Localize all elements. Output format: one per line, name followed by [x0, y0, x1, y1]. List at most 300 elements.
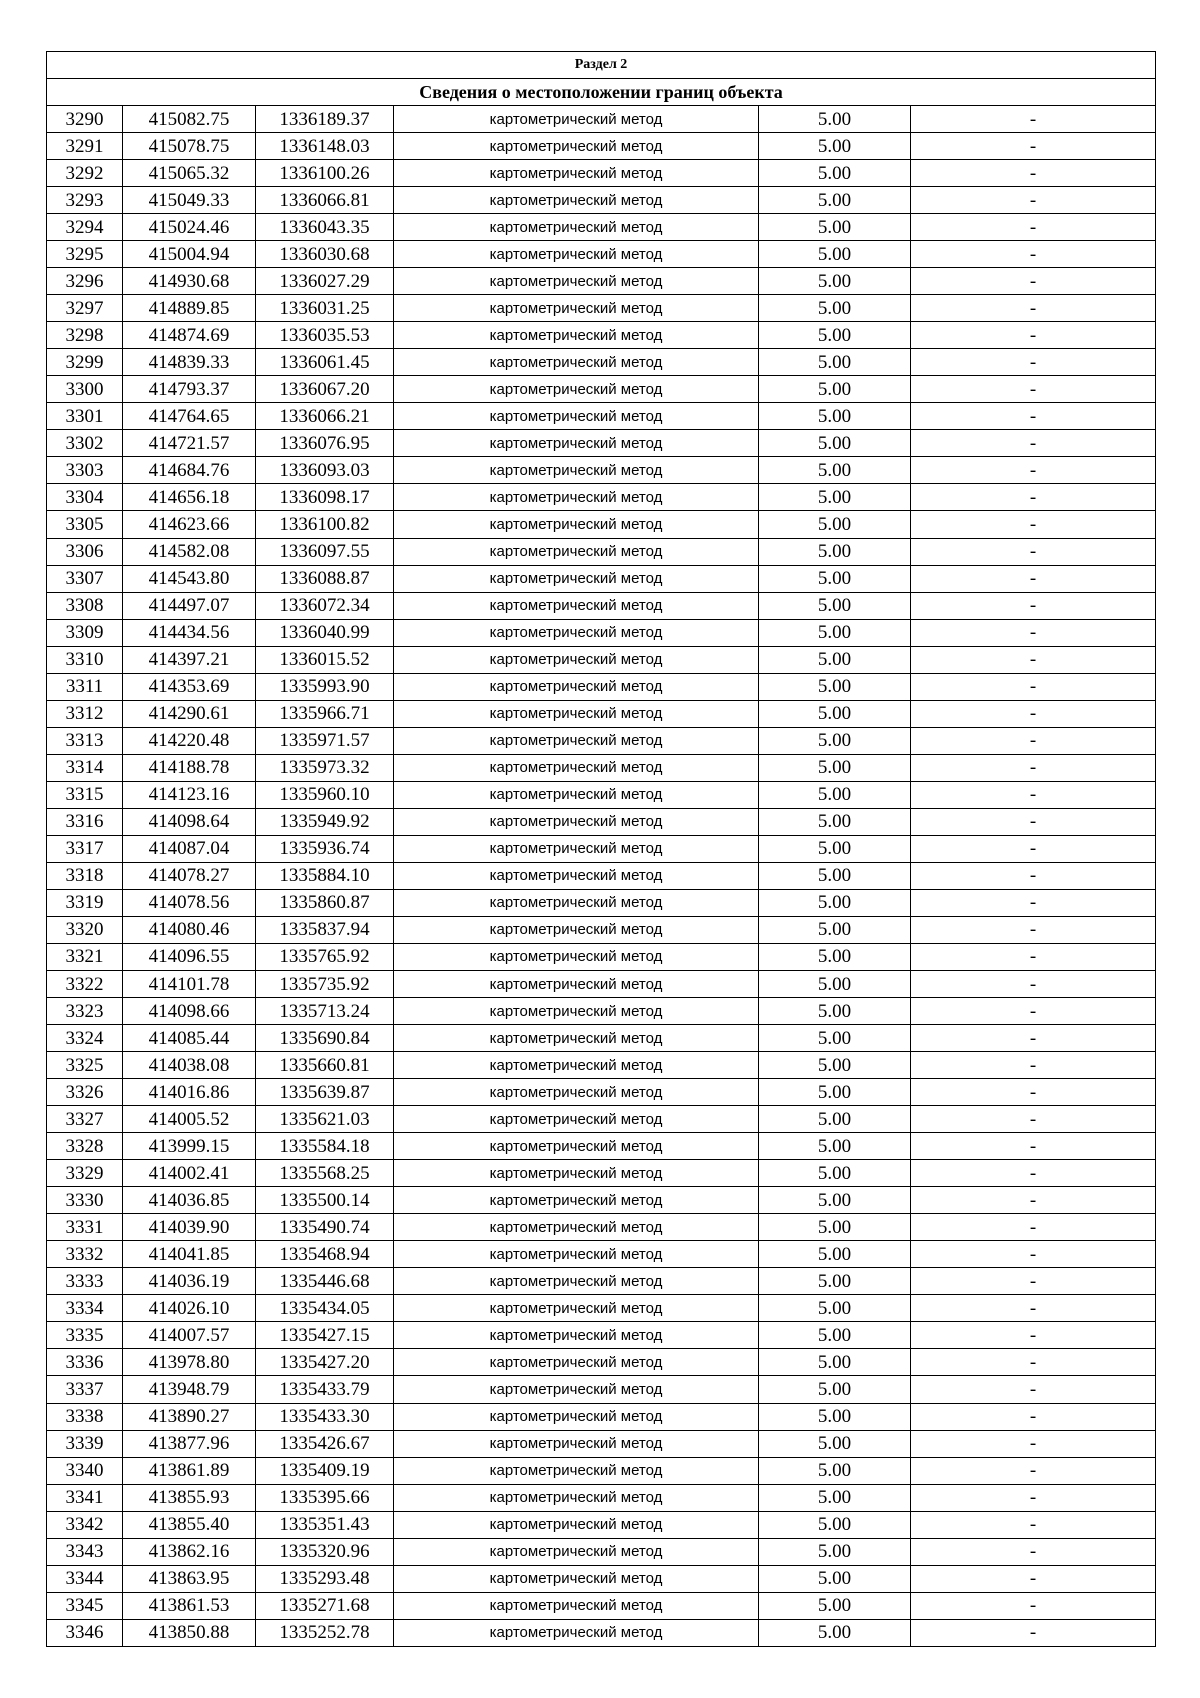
method-cell: картометрический метод: [394, 1025, 759, 1052]
table-row: [47, 1187, 1156, 1214]
y-coordinate-cell: 1336027.29: [256, 268, 394, 295]
method-cell: картометрический метод: [394, 1133, 759, 1160]
y-coordinate-cell: 1335960.10: [256, 781, 394, 808]
table-row: [47, 1349, 1156, 1376]
x-coordinate-cell: 413890.27: [123, 1403, 256, 1430]
section-label: Раздел 2: [47, 52, 1156, 79]
point-number-cell: 3320: [47, 916, 123, 943]
note-cell: -: [911, 241, 1156, 268]
method-cell: картометрический метод: [394, 1052, 759, 1079]
y-coordinate-cell: 1336100.82: [256, 511, 394, 538]
x-coordinate-cell: 414078.56: [123, 889, 256, 916]
method-cell: картометрический метод: [394, 403, 759, 430]
note-cell: -: [911, 349, 1156, 376]
x-coordinate-cell: 413948.79: [123, 1376, 256, 1403]
note-cell: -: [911, 538, 1156, 565]
method-cell: картометрический метод: [394, 619, 759, 646]
table-row: [47, 1268, 1156, 1295]
table-row: [47, 1214, 1156, 1241]
x-coordinate-cell: 414041.85: [123, 1241, 256, 1268]
table-row: [47, 862, 1156, 889]
method-cell: картометрический метод: [394, 322, 759, 349]
x-coordinate-cell: 414220.48: [123, 727, 256, 754]
y-coordinate-cell: 1335351.43: [256, 1511, 394, 1538]
x-coordinate-cell: 414038.08: [123, 1052, 256, 1079]
x-coordinate-cell: 414889.85: [123, 295, 256, 322]
table-row: [47, 106, 1156, 133]
note-cell: -: [911, 268, 1156, 295]
point-number-cell: 3329: [47, 1160, 123, 1187]
accuracy-cell: 5.00: [759, 1025, 911, 1052]
table-row: [47, 998, 1156, 1025]
note-cell: -: [911, 187, 1156, 214]
method-cell: картометрический метод: [394, 1457, 759, 1484]
x-coordinate-cell: 414098.64: [123, 808, 256, 835]
table-row: [47, 160, 1156, 187]
x-coordinate-cell: 414623.66: [123, 511, 256, 538]
table-row: [47, 916, 1156, 943]
table-row: [47, 673, 1156, 700]
method-cell: картометрический метод: [394, 538, 759, 565]
accuracy-cell: 5.00: [759, 1457, 911, 1484]
point-number-cell: 3297: [47, 295, 123, 322]
point-number-cell: 3292: [47, 160, 123, 187]
point-number-cell: 3290: [47, 106, 123, 133]
accuracy-cell: 5.00: [759, 106, 911, 133]
accuracy-cell: 5.00: [759, 943, 911, 970]
point-number-cell: 3305: [47, 511, 123, 538]
x-coordinate-cell: 414039.90: [123, 1214, 256, 1241]
x-coordinate-cell: 414764.65: [123, 403, 256, 430]
y-coordinate-cell: 1336035.53: [256, 322, 394, 349]
accuracy-cell: 5.00: [759, 916, 911, 943]
point-number-cell: 3318: [47, 862, 123, 889]
table-row: [47, 322, 1156, 349]
method-cell: картометрический метод: [394, 998, 759, 1025]
method-cell: картометрический метод: [394, 268, 759, 295]
table-row: [47, 1322, 1156, 1349]
table-row: [47, 133, 1156, 160]
x-coordinate-cell: 414016.86: [123, 1079, 256, 1106]
x-coordinate-cell: 414434.56: [123, 619, 256, 646]
accuracy-cell: 5.00: [759, 268, 911, 295]
point-number-cell: 3343: [47, 1538, 123, 1565]
point-number-cell: 3296: [47, 268, 123, 295]
accuracy-cell: 5.00: [759, 1214, 911, 1241]
note-cell: -: [911, 376, 1156, 403]
point-number-cell: 3314: [47, 754, 123, 781]
x-coordinate-cell: 414656.18: [123, 484, 256, 511]
x-coordinate-cell: 414026.10: [123, 1295, 256, 1322]
point-number-cell: 3337: [47, 1376, 123, 1403]
note-cell: -: [911, 1565, 1156, 1592]
y-coordinate-cell: 1336097.55: [256, 538, 394, 565]
method-cell: картометрический метод: [394, 673, 759, 700]
accuracy-cell: 5.00: [759, 998, 911, 1025]
point-number-cell: 3291: [47, 133, 123, 160]
method-cell: картометрический метод: [394, 1592, 759, 1619]
accuracy-cell: 5.00: [759, 1349, 911, 1376]
y-coordinate-cell: 1335293.48: [256, 1565, 394, 1592]
table-row: [47, 700, 1156, 727]
note-cell: -: [911, 1484, 1156, 1511]
point-number-cell: 3335: [47, 1322, 123, 1349]
note-cell: -: [911, 916, 1156, 943]
note-cell: -: [911, 1349, 1156, 1376]
note-cell: -: [911, 835, 1156, 862]
note-cell: -: [911, 1214, 1156, 1241]
method-cell: картометрический метод: [394, 700, 759, 727]
x-coordinate-cell: 414839.33: [123, 349, 256, 376]
accuracy-cell: 5.00: [759, 727, 911, 754]
note-cell: -: [911, 1268, 1156, 1295]
point-number-cell: 3309: [47, 619, 123, 646]
accuracy-cell: 5.00: [759, 592, 911, 619]
accuracy-cell: 5.00: [759, 565, 911, 592]
y-coordinate-cell: 1335639.87: [256, 1079, 394, 1106]
note-cell: -: [911, 1079, 1156, 1106]
x-coordinate-cell: 413855.93: [123, 1484, 256, 1511]
point-number-cell: 3294: [47, 214, 123, 241]
method-cell: картометрический метод: [394, 1538, 759, 1565]
note-cell: -: [911, 1619, 1156, 1646]
table-row: [47, 1430, 1156, 1457]
note-cell: -: [911, 1160, 1156, 1187]
note-cell: -: [911, 1592, 1156, 1619]
note-cell: -: [911, 133, 1156, 160]
table-row: [47, 1619, 1156, 1646]
table-row: [47, 1538, 1156, 1565]
x-coordinate-cell: 415065.32: [123, 160, 256, 187]
x-coordinate-cell: 413863.95: [123, 1565, 256, 1592]
x-coordinate-cell: 415049.33: [123, 187, 256, 214]
method-cell: картометрический метод: [394, 349, 759, 376]
point-number-cell: 3323: [47, 998, 123, 1025]
table-row: [47, 1592, 1156, 1619]
point-number-cell: 3322: [47, 971, 123, 998]
y-coordinate-cell: 1335966.71: [256, 700, 394, 727]
y-coordinate-cell: 1335837.94: [256, 916, 394, 943]
note-cell: -: [911, 646, 1156, 673]
method-cell: картометрический метод: [394, 430, 759, 457]
point-number-cell: 3346: [47, 1619, 123, 1646]
accuracy-cell: 5.00: [759, 1538, 911, 1565]
y-coordinate-cell: 1336043.35: [256, 214, 394, 241]
accuracy-cell: 5.00: [759, 133, 911, 160]
method-cell: картометрический метод: [394, 214, 759, 241]
accuracy-cell: 5.00: [759, 700, 911, 727]
accuracy-cell: 5.00: [759, 808, 911, 835]
table-row: [47, 457, 1156, 484]
point-number-cell: 3338: [47, 1403, 123, 1430]
point-number-cell: 3325: [47, 1052, 123, 1079]
point-number-cell: 3303: [47, 457, 123, 484]
table-row: [47, 971, 1156, 998]
x-coordinate-cell: 413861.53: [123, 1592, 256, 1619]
accuracy-cell: 5.00: [759, 1160, 911, 1187]
point-number-cell: 3334: [47, 1295, 123, 1322]
method-cell: картометрический метод: [394, 511, 759, 538]
x-coordinate-cell: 414036.85: [123, 1187, 256, 1214]
x-coordinate-cell: 413850.88: [123, 1619, 256, 1646]
x-coordinate-cell: 415024.46: [123, 214, 256, 241]
accuracy-cell: 5.00: [759, 1106, 911, 1133]
y-coordinate-cell: 1335584.18: [256, 1133, 394, 1160]
section-label-row: [47, 52, 1156, 79]
table-row: [47, 889, 1156, 916]
table-row: [47, 565, 1156, 592]
accuracy-cell: 5.00: [759, 619, 911, 646]
point-number-cell: 3340: [47, 1457, 123, 1484]
table-row: [47, 538, 1156, 565]
point-number-cell: 3326: [47, 1079, 123, 1106]
accuracy-cell: 5.00: [759, 1079, 911, 1106]
x-coordinate-cell: 414098.66: [123, 998, 256, 1025]
point-number-cell: 3341: [47, 1484, 123, 1511]
note-cell: -: [911, 1376, 1156, 1403]
table-row: [47, 1052, 1156, 1079]
y-coordinate-cell: 1335433.30: [256, 1403, 394, 1430]
accuracy-cell: 5.00: [759, 187, 911, 214]
x-coordinate-cell: 414930.68: [123, 268, 256, 295]
note-cell: -: [911, 862, 1156, 889]
method-cell: картометрический метод: [394, 943, 759, 970]
coordinate-rows: [47, 106, 1156, 1647]
method-cell: картометрический метод: [394, 835, 759, 862]
y-coordinate-cell: 1335568.25: [256, 1160, 394, 1187]
method-cell: картометрический метод: [394, 1484, 759, 1511]
table-row: [47, 835, 1156, 862]
table-row: [47, 1565, 1156, 1592]
table-row: [47, 1403, 1156, 1430]
accuracy-cell: 5.00: [759, 1511, 911, 1538]
method-cell: картометрический метод: [394, 754, 759, 781]
method-cell: картометрический метод: [394, 1079, 759, 1106]
y-coordinate-cell: 1336100.26: [256, 160, 394, 187]
x-coordinate-cell: 414085.44: [123, 1025, 256, 1052]
point-number-cell: 3298: [47, 322, 123, 349]
y-coordinate-cell: 1336030.68: [256, 241, 394, 268]
method-cell: картометрический метод: [394, 484, 759, 511]
y-coordinate-cell: 1335320.96: [256, 1538, 394, 1565]
section-heading-row: [47, 79, 1156, 106]
y-coordinate-cell: 1335765.92: [256, 943, 394, 970]
accuracy-cell: 5.00: [759, 241, 911, 268]
x-coordinate-cell: 414353.69: [123, 673, 256, 700]
y-coordinate-cell: 1336031.25: [256, 295, 394, 322]
table-row: [47, 1484, 1156, 1511]
accuracy-cell: 5.00: [759, 322, 911, 349]
note-cell: -: [911, 403, 1156, 430]
x-coordinate-cell: 413855.40: [123, 1511, 256, 1538]
note-cell: -: [911, 592, 1156, 619]
point-number-cell: 3339: [47, 1430, 123, 1457]
x-coordinate-cell: 414007.57: [123, 1322, 256, 1349]
table-row: [47, 1133, 1156, 1160]
y-coordinate-cell: 1335860.87: [256, 889, 394, 916]
method-cell: картометрический метод: [394, 727, 759, 754]
boundary-coordinates-table: [46, 51, 1156, 1647]
point-number-cell: 3317: [47, 835, 123, 862]
method-cell: картометрический метод: [394, 646, 759, 673]
table-row: [47, 1241, 1156, 1268]
x-coordinate-cell: 414874.69: [123, 322, 256, 349]
table-row: [47, 241, 1156, 268]
point-number-cell: 3327: [47, 1106, 123, 1133]
accuracy-cell: 5.00: [759, 1268, 911, 1295]
note-cell: -: [911, 1241, 1156, 1268]
note-cell: -: [911, 1187, 1156, 1214]
point-number-cell: 3313: [47, 727, 123, 754]
note-cell: -: [911, 1133, 1156, 1160]
y-coordinate-cell: 1335427.15: [256, 1322, 394, 1349]
x-coordinate-cell: 414188.78: [123, 754, 256, 781]
method-cell: картометрический метод: [394, 1619, 759, 1646]
point-number-cell: 3332: [47, 1241, 123, 1268]
y-coordinate-cell: 1335971.57: [256, 727, 394, 754]
table-row: [47, 592, 1156, 619]
table-row: [47, 403, 1156, 430]
x-coordinate-cell: 414080.46: [123, 916, 256, 943]
accuracy-cell: 5.00: [759, 1565, 911, 1592]
y-coordinate-cell: 1336061.45: [256, 349, 394, 376]
accuracy-cell: 5.00: [759, 457, 911, 484]
y-coordinate-cell: 1335434.05: [256, 1295, 394, 1322]
note-cell: -: [911, 1538, 1156, 1565]
method-cell: картометрический метод: [394, 889, 759, 916]
x-coordinate-cell: 414096.55: [123, 943, 256, 970]
table-row: [47, 1160, 1156, 1187]
x-coordinate-cell: 415082.75: [123, 106, 256, 133]
x-coordinate-cell: 415004.94: [123, 241, 256, 268]
point-number-cell: 3312: [47, 700, 123, 727]
accuracy-cell: 5.00: [759, 214, 911, 241]
accuracy-cell: 5.00: [759, 295, 911, 322]
table-row: [47, 1025, 1156, 1052]
x-coordinate-cell: 414036.19: [123, 1268, 256, 1295]
note-cell: -: [911, 808, 1156, 835]
note-cell: -: [911, 700, 1156, 727]
note-cell: -: [911, 727, 1156, 754]
method-cell: картометрический метод: [394, 376, 759, 403]
x-coordinate-cell: 414497.07: [123, 592, 256, 619]
note-cell: -: [911, 1025, 1156, 1052]
table-row: [47, 1457, 1156, 1484]
accuracy-cell: 5.00: [759, 484, 911, 511]
method-cell: картометрический метод: [394, 565, 759, 592]
point-number-cell: 3308: [47, 592, 123, 619]
table-row: [47, 943, 1156, 970]
point-number-cell: 3301: [47, 403, 123, 430]
method-cell: картометрический метод: [394, 1511, 759, 1538]
x-coordinate-cell: 413861.89: [123, 1457, 256, 1484]
table-row: [47, 295, 1156, 322]
x-coordinate-cell: 414005.52: [123, 1106, 256, 1133]
accuracy-cell: 5.00: [759, 673, 911, 700]
y-coordinate-cell: 1335490.74: [256, 1214, 394, 1241]
x-coordinate-cell: 414002.41: [123, 1160, 256, 1187]
table-row: [47, 808, 1156, 835]
accuracy-cell: 5.00: [759, 889, 911, 916]
accuracy-cell: 5.00: [759, 971, 911, 998]
y-coordinate-cell: 1335446.68: [256, 1268, 394, 1295]
note-cell: -: [911, 673, 1156, 700]
point-number-cell: 3319: [47, 889, 123, 916]
x-coordinate-cell: 414721.57: [123, 430, 256, 457]
accuracy-cell: 5.00: [759, 160, 911, 187]
table-row: [47, 376, 1156, 403]
method-cell: картометрический метод: [394, 781, 759, 808]
x-coordinate-cell: 413877.96: [123, 1430, 256, 1457]
method-cell: картометрический метод: [394, 862, 759, 889]
y-coordinate-cell: 1336076.95: [256, 430, 394, 457]
x-coordinate-cell: 414582.08: [123, 538, 256, 565]
table-row: [47, 430, 1156, 457]
note-cell: -: [911, 484, 1156, 511]
method-cell: картометрический метод: [394, 971, 759, 998]
method-cell: картометрический метод: [394, 1160, 759, 1187]
accuracy-cell: 5.00: [759, 349, 911, 376]
y-coordinate-cell: 1335690.84: [256, 1025, 394, 1052]
note-cell: -: [911, 430, 1156, 457]
x-coordinate-cell: 414123.16: [123, 781, 256, 808]
x-coordinate-cell: 414087.04: [123, 835, 256, 862]
accuracy-cell: 5.00: [759, 1592, 911, 1619]
y-coordinate-cell: 1336067.20: [256, 376, 394, 403]
note-cell: -: [911, 1322, 1156, 1349]
x-coordinate-cell: 414290.61: [123, 700, 256, 727]
point-number-cell: 3336: [47, 1349, 123, 1376]
y-coordinate-cell: 1336088.87: [256, 565, 394, 592]
table-row: [47, 1079, 1156, 1106]
x-coordinate-cell: 413978.80: [123, 1349, 256, 1376]
y-coordinate-cell: 1335468.94: [256, 1241, 394, 1268]
accuracy-cell: 5.00: [759, 376, 911, 403]
x-coordinate-cell: 414397.21: [123, 646, 256, 673]
table-row: [47, 349, 1156, 376]
note-cell: -: [911, 1511, 1156, 1538]
x-coordinate-cell: 415078.75: [123, 133, 256, 160]
table-row: [47, 646, 1156, 673]
accuracy-cell: 5.00: [759, 538, 911, 565]
point-number-cell: 3345: [47, 1592, 123, 1619]
method-cell: картометрический метод: [394, 295, 759, 322]
method-cell: картометрический метод: [394, 241, 759, 268]
note-cell: -: [911, 619, 1156, 646]
note-cell: -: [911, 889, 1156, 916]
table-row: [47, 727, 1156, 754]
method-cell: картометрический метод: [394, 106, 759, 133]
accuracy-cell: 5.00: [759, 1619, 911, 1646]
x-coordinate-cell: 413999.15: [123, 1133, 256, 1160]
point-number-cell: 3330: [47, 1187, 123, 1214]
y-coordinate-cell: 1336072.34: [256, 592, 394, 619]
accuracy-cell: 5.00: [759, 835, 911, 862]
y-coordinate-cell: 1335713.24: [256, 998, 394, 1025]
method-cell: картометрический метод: [394, 133, 759, 160]
accuracy-cell: 5.00: [759, 754, 911, 781]
y-coordinate-cell: 1335884.10: [256, 862, 394, 889]
point-number-cell: 3315: [47, 781, 123, 808]
method-cell: картометрический метод: [394, 1403, 759, 1430]
table-row: [47, 781, 1156, 808]
method-cell: картометрический метод: [394, 1295, 759, 1322]
note-cell: -: [911, 565, 1156, 592]
x-coordinate-cell: 413862.16: [123, 1538, 256, 1565]
note-cell: -: [911, 971, 1156, 998]
section-heading: Сведения о местоположении границ объекта: [47, 79, 1156, 106]
y-coordinate-cell: 1336148.03: [256, 133, 394, 160]
